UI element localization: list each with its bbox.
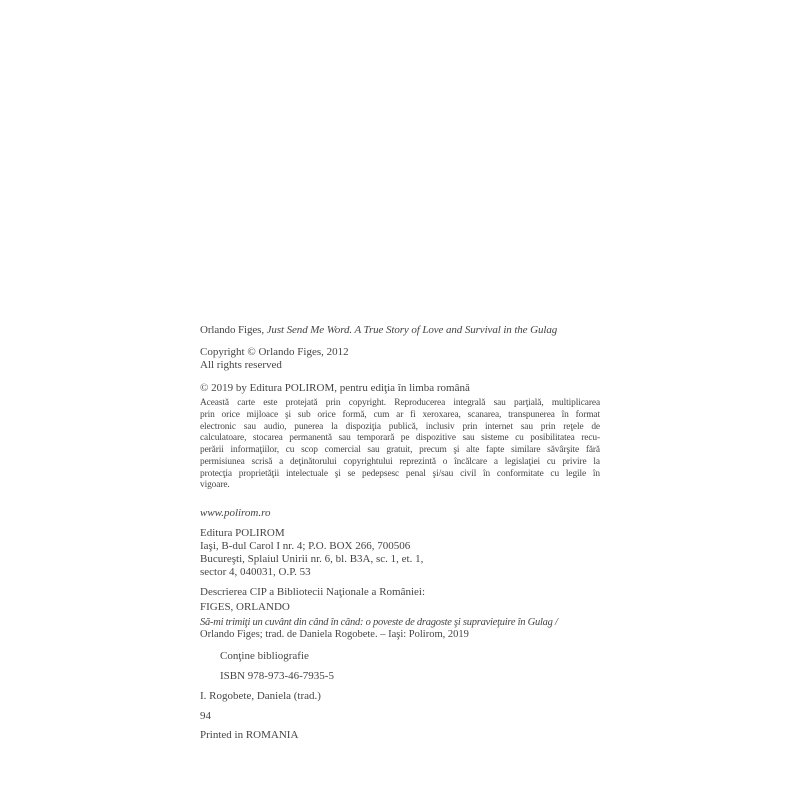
legal-line: calculatoare, stocarea permanentă sau temporară pe dispozitive sau sisteme cu posibilitatea recu- [200, 433, 600, 444]
legal-line: perării informaţiilor, cu scop comercial sau gratuit, precum şi alte fapte similare săvârşite fără [200, 445, 600, 455]
cip-translator-entry: I. Rogobete, Daniela (trad.) [200, 690, 321, 702]
book-attribution-line [200, 324, 600, 337]
legal-line: vigoare. [200, 480, 230, 491]
printed-in-line: Printed in ROMANIA [200, 729, 299, 741]
cip-bibliography-note: Conţine bibliografie [220, 650, 309, 662]
legal-notice-paragraph [200, 398, 600, 492]
cip-heading: Descrierea CIP a Bibliotecii Naţionale a României: [200, 586, 426, 598]
cip-author-caps: FIGES, ORLANDO [200, 601, 290, 613]
publisher-address-block [200, 527, 600, 579]
romanian-copyright-line: © 2019 by Editura POLIROM, pentru ediţia în limba română [200, 382, 470, 394]
attribution-title: Just Send Me Word. A True Story of Love and Survival in the Gulag [266, 324, 558, 336]
publisher-address-line: Iaşi, B-dul Carol I nr. 4; P.O. BOX 266, 700506 [200, 540, 411, 552]
original-copyright-block [200, 346, 600, 372]
legal-line: prin orice mijloace şi sub orice formă, cum ar fi xeroxarea, scanarea, transpunerea în format [200, 409, 600, 420]
cip-title-italic-line: Să-mi trimiţi un cuvânt din când în când: o poveste de dragoste şi supravieţuire în Gulag / [200, 617, 558, 628]
legal-line: protecţia proprietăţii intelectuale şi se pedepsesc penal şi/sau civil în conformitate cu legile în [200, 468, 600, 479]
legal-line: permisiunea scrisă a deţinătorului copyrightului reprezintă o încălcare a legislaţiei cu privire la [200, 456, 600, 467]
rights-reserved-line: All rights reserved [200, 359, 282, 371]
cip-isbn-line: ISBN 978-973-46-7935-5 [220, 670, 334, 682]
cip-imprint-line: Orlando Figes; trad. de Daniela Rogobete. – Iaşi: Polirom, 2019 [200, 629, 469, 641]
publisher-name: Editura POLIROM [200, 527, 285, 539]
publisher-address-line: sector 4, 040031, O.P. 53 [200, 566, 311, 578]
original-copyright-line: Copyright © Orlando Figes, 2012 [200, 346, 349, 358]
cip-udc-classification: 94 [200, 710, 211, 722]
cip-title-block [200, 617, 600, 642]
legal-line: Această carte este protejată prin copyright. Reproducerea integrală sau parţială, multiplicarea [200, 398, 600, 408]
publisher-website: www.polirom.ro [200, 507, 271, 519]
publisher-address-line: Bucureşti, Splaiul Unirii nr. 6, bl. B3A, sc. 1, et. 1, [200, 553, 424, 565]
legal-line: electronic sau audio, punerea la dispoziţia publică, inclusiv prin internet sau prin reţele de [200, 421, 600, 432]
attribution-author: Orlando Figes, [200, 324, 267, 336]
